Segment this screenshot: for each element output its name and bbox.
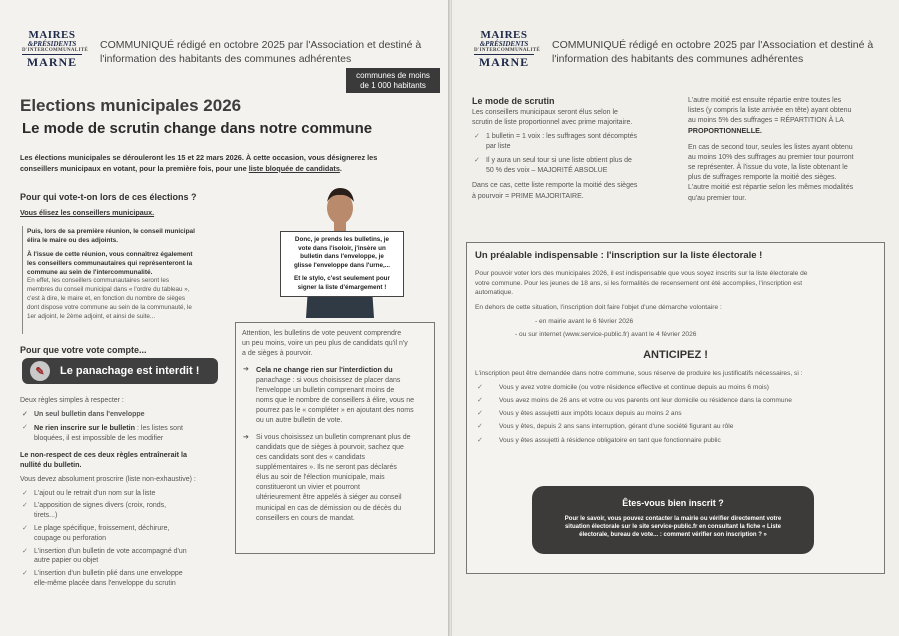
attention-a2-line: élus au soir de l'élection municipale, mais [256, 474, 385, 482]
population-badge [346, 68, 440, 93]
scrutin-block [472, 96, 672, 202]
condition-item [475, 422, 876, 431]
why-body [27, 227, 227, 322]
scrutin-c2-line: ✓ Il y aura un seul tour si une liste obtient plus de [486, 156, 632, 164]
why-p3 [27, 277, 227, 321]
inscription-check-box [532, 486, 814, 554]
r2-line: se représenter. À l'issue du vote, la liste obtenant le [688, 164, 848, 172]
bubble-line: vote dans l'isoloir, j'insère un [298, 244, 386, 252]
repartition-p1 [688, 96, 884, 137]
why-p1 [27, 227, 227, 245]
attention-a2-line: supplémentaires ». Ils ne seront pas déclarés [256, 463, 397, 471]
intro-text [20, 153, 440, 174]
logo-line-2: &PRÉSIDENTS [479, 40, 529, 48]
rule-2-rest: : les listes sont [135, 424, 183, 432]
prealable-bullet-2: - ou sur internet (www.service-public.fr) avant le 4 février 2026 [515, 330, 697, 338]
condition-text: Vous y avez votre domicile (ou votre résidence effective et continue depuis au moins 6 mois) [499, 383, 769, 391]
rules-block [20, 396, 235, 589]
avoid-line: ✓ L'insertion d'un bulletin plié dans une enveloppe [34, 570, 183, 578]
logo-line-4: MARNE [474, 54, 534, 68]
prealable-p3: L'inscription peut être demandée dans notre commune, sous réserve de produire les justificatifs nécessaires, si : [475, 370, 803, 378]
anticipez-heading: ANTICIPEZ ! [643, 349, 708, 362]
why-p1-line: Puis, lors de sa première réunion, le conseil municipal [27, 228, 195, 235]
logo-line-1: MAIRES [480, 29, 528, 41]
inscription-line: électorale, bureau de vote... : comment vérifier son inscription ? » [579, 532, 767, 539]
rule-2-bold: Ne rien inscrire sur le bulletin [34, 422, 136, 432]
why-p2-line: les conseillers communautaires qui représenteront la [27, 260, 193, 268]
panachage-banner [22, 358, 218, 384]
r2-line: qu'au premier tour. [688, 194, 747, 202]
bubble-line: glisse l'enveloppe dans l'urne,... [293, 261, 391, 269]
bullet-1-text: en mairie avant le 6 février 2026 [539, 318, 634, 326]
prealable-title: Un préalable indispensable : l'inscription sur la liste électorale ! [475, 250, 763, 261]
attention-point-2 [242, 433, 428, 524]
rule-1 [20, 410, 235, 420]
scrutin-c2-line: 50 % des voix – MAJORITÉ ABSOLUE [486, 166, 608, 174]
count-title: Pour que votre vote compte... [20, 345, 147, 355]
r2-line: En cas de second tour, seules les listes ayant obtenu [688, 143, 853, 151]
page-title: Elections municipales 2026 [20, 96, 242, 115]
r2-line: L'autre moitié est répartie selon les mêmes modalités [688, 184, 854, 192]
header-line-2: l'information des habitants des communes adhérentes [552, 53, 804, 66]
scrutin-intro [472, 108, 672, 128]
speech-bubble [280, 231, 404, 297]
attention-a1-line: pourrez pas le « compléter » en ajoutant des noms [256, 407, 414, 415]
scrutin-intro-line: Les conseillers municipaux seront élus selon le [472, 109, 618, 116]
attention-a2-line: ultérieurement être appelés à siéger au conseil [256, 494, 402, 502]
prealable-bullet-1: - en mairie avant le 6 février 2026 [535, 318, 634, 326]
avoid-intro: Vous devez absolument proscrire (liste non-exhaustive) : [20, 476, 196, 484]
scrutin-intro-line: scrutin de liste proportionnel avec prime majoritaire. [472, 119, 633, 127]
avoid-item [20, 569, 235, 589]
attention-line: a de sièges à pourvoir. [242, 350, 313, 358]
badge-line-1: communes de moins [356, 71, 430, 80]
intro-line-1: Les élections municipales se dérouleront les 15 et 22 mars 2026. À cette occasion, vous désignerez les [20, 153, 378, 162]
bubble-line: Donc, je prends les bulletins, je [294, 236, 390, 243]
condition-item [475, 409, 876, 418]
avoid-line: ✓ L'ajout ou le retrait d'un nom sur la liste [34, 489, 156, 497]
attention-a1-line: panachage : si vous choisissez de placer dans [256, 376, 401, 384]
inscription-check-title: Êtes-vous bien inscrit ? [622, 498, 724, 508]
prealable-p2: En dehors de cette situation, l'inscription doit faire l'objet d'une démarche volontaire : [475, 303, 722, 311]
logo-line-1: MAIRES [28, 29, 76, 41]
avoid-line: autre papier ou objet [34, 557, 99, 565]
attention-a2-line: candidats que de sièges à pourvoir, sachez que [256, 443, 404, 451]
r1-line: au moins 5% des suffrages = RÉPARTITION À LA [688, 117, 844, 125]
rule-2-line2: bloquées, il est impossible de les modifier [34, 434, 164, 442]
right-page [452, 0, 899, 636]
avoid-line: coupage ou perforation [34, 534, 106, 542]
attention-a2-line: municipal en cas de démission ou de décès du [256, 504, 402, 512]
scrutin-check-1 [472, 132, 672, 152]
attention-line: Attention, les bulletins de vote peuvent comprendre [242, 330, 402, 337]
panachage-label: Le panachage est interdit ! [60, 365, 200, 377]
prealable-p1-line: automatique. [475, 289, 514, 297]
condition-item [475, 383, 876, 392]
avoid-item [20, 524, 235, 544]
why-p3-line: dont dispose votre commune au sein de la communauté, le [27, 303, 192, 311]
badge-line-2: de 1 000 habitants [360, 80, 426, 90]
avoid-item [20, 547, 235, 567]
bullet-2-text: ou sur internet (www.service-public.fr) avant le 4 février 2026 [519, 330, 697, 338]
bubble-line: Et le stylo, c'est seulement pour [294, 275, 390, 282]
warn-line: Le non-respect de ces deux règles entraînerait la [20, 449, 187, 459]
r1-line: PROPORTIONNELLE. [688, 126, 762, 136]
scrutin-majority [472, 181, 672, 201]
logo-line-3: D'INTERCOMMUNALITÉ [22, 48, 88, 53]
r1-line: L'autre moitié est ensuite répartie entre toutes les [688, 97, 842, 104]
why-p3-line: 1er adjoint, le 2ème adjoint, et ainsi de suite... [27, 312, 156, 320]
repartition-p2 [688, 143, 884, 204]
rules-intro: Deux règles simples à respecter : [20, 397, 124, 404]
condition-item [475, 436, 876, 445]
left-page [0, 0, 449, 636]
prealable-p1-line: Pour pouvoir voter lors des municipales 2026, il est indispensable que vous soyez inscrits sur la liste électorale de [475, 270, 808, 277]
prealable-p1 [475, 269, 876, 298]
attention-a2-line: conseillers en cours de mandat. [256, 514, 355, 522]
attention-a2-line: ➔ Si vous choisissez un bulletin comprenant plus de [256, 433, 411, 441]
why-rule [22, 226, 23, 334]
association-logo [22, 29, 88, 69]
condition-item [475, 396, 876, 405]
intro-line-2 [20, 164, 440, 175]
why-p3-line: membres du conseil municipal dans « l'ordre du tableau », [27, 286, 190, 294]
attention-a1-line: noms que le nombre de conseillers à élire, vous ne [256, 397, 414, 405]
r2-line: au moins 10% des suffrages au premier tour pourront [688, 154, 854, 161]
why-p3-line: En effet, les conseillers communautaires seront les [27, 277, 169, 285]
avoid-line: ✓ L'insertion d'un bulletin de vote accompagné d'un [34, 547, 187, 555]
header-text [100, 38, 445, 66]
inscription-line: situation électorale sur le site service-public.fr en consultant la fiche « Liste [564, 524, 782, 531]
prealable-p1-line: votre commune. Pour les jeunes de 18 ans, si les formalités de recensement ont été accomplies, l'inscription est [475, 279, 803, 287]
attention-a2-line: ces candidats sont des « candidats [256, 453, 365, 461]
intro-line-2-post: . [339, 163, 342, 173]
r2-line: plus de suffrages remporte la moitié des sièges. [688, 174, 837, 182]
attention-box [235, 322, 435, 554]
avoid-item [20, 489, 235, 499]
bubble-line: bulletin dans l'enveloppe, je [300, 253, 384, 260]
avoid-line: ✓ Le plage spécifique, froissement, déchirure, [34, 524, 170, 532]
condition-text: Vous y êtes assujetti à résidence obligatoire en tant que fonctionnaire public [499, 436, 721, 444]
why-p2-line: commune au sein de l'intercommunalité. [27, 269, 153, 277]
scrutin-c1-line: par liste [486, 143, 511, 151]
why-title: Pour qui vote-t-on lors de ces élections ? [20, 192, 197, 202]
logo-line-3: D'INTERCOMMUNALITÉ [474, 48, 540, 53]
no-pen-icon: ✎ [30, 361, 50, 381]
attention-a1-line: l'enveloppe un bulletin comprenant moins de [256, 387, 395, 394]
warn-line: nullité du bulletin. [20, 459, 82, 469]
avoid-line: tirets...) [34, 512, 58, 520]
inscription-line: Pour le savoir, vous pouvez contacter la mairie ou vérifier directement votre [564, 516, 782, 522]
header-line-1: COMMUNIQUÉ rédigé en octobre 2025 par l'Association et destiné à [552, 39, 874, 51]
attention-a2-line: constitueront un vivier et pourront [256, 484, 360, 492]
why-p1-line: élira le maire ou des adjoints. [27, 237, 119, 245]
avoid-line: elle-même placée dans l'enveloppe du scrutin [34, 579, 176, 587]
header-line-1: COMMUNIQUÉ rédigé en octobre 2025 par l'Association et destiné à [100, 39, 422, 51]
why-p3-line: c'est à dire, le maire et, en fonction du nombre de sièges [27, 295, 186, 303]
repartition-block [688, 96, 884, 204]
header-line-2: l'information des habitants des communes adhérentes [100, 53, 352, 66]
avoid-line: ✓ L'apposition de signes divers (croix, ronds, [34, 502, 167, 510]
scrutin-p-line: Dans ce cas, cette liste remporte la moitié des sièges [472, 182, 638, 190]
intro-link: liste bloquée de candidats [248, 163, 340, 173]
rule-2 [20, 423, 235, 444]
nullity-warning [20, 450, 235, 471]
condition-text: Vous y êtes assujetti aux impôts locaux depuis au moins 2 ans [499, 410, 682, 418]
scrutin-title: Le mode de scrutin [472, 96, 555, 106]
attention-a1-line: ➔ Cela ne change rien sur l'interdiction du [256, 365, 393, 375]
bubble-line: signer la liste d'émargement ! [297, 283, 387, 291]
inscription-check-text [532, 515, 814, 539]
attention-point-1 [242, 365, 428, 426]
header-text-right [552, 38, 892, 66]
why-subtitle: Vous élisez les conseillers municipaux. [20, 208, 155, 217]
attention-a1-line: ou un autre bulletin de vote. [256, 417, 343, 425]
r1-line: listes (y compris la liste arrivée en tête) ayant obtenu [688, 107, 852, 115]
why-p2-line: À l'issue de cette réunion, vous connaîtrez également [27, 251, 193, 259]
scrutin-c1-line: ✓ 1 bulletin = 1 voix : les suffrages sont décomptés [486, 133, 638, 141]
association-logo-right [474, 29, 540, 69]
logo-line-4: MARNE [22, 54, 82, 68]
intro-line-2-pre: conseillers municipaux en votant, pour la première fois, pour une [20, 163, 249, 173]
condition-text: Vous avez moins de 26 ans et votre ou vos parents ont leur domicile ou résidence dans la commune [499, 397, 792, 405]
rule-1-text: Un seul bulletin dans l'enveloppe [34, 411, 145, 419]
logo-line-2: &PRÉSIDENTS [27, 40, 77, 48]
condition-text: Vous y êtes, depuis 2 ans sans interruption, gérant d'une société figurant au rôle [499, 423, 734, 431]
why-p2 [27, 250, 227, 277]
attention-p1 [242, 329, 428, 359]
scrutin-p-line: à pourvoir = PRIME MAJORITAIRE. [472, 192, 584, 200]
page-subtitle: Le mode de scrutin change dans notre commune [22, 120, 373, 137]
attention-line: un peu moins, voire un peu plus de candidats qu'il n'y [242, 340, 408, 348]
scrutin-check-2 [472, 156, 672, 176]
avoid-item [20, 501, 235, 521]
